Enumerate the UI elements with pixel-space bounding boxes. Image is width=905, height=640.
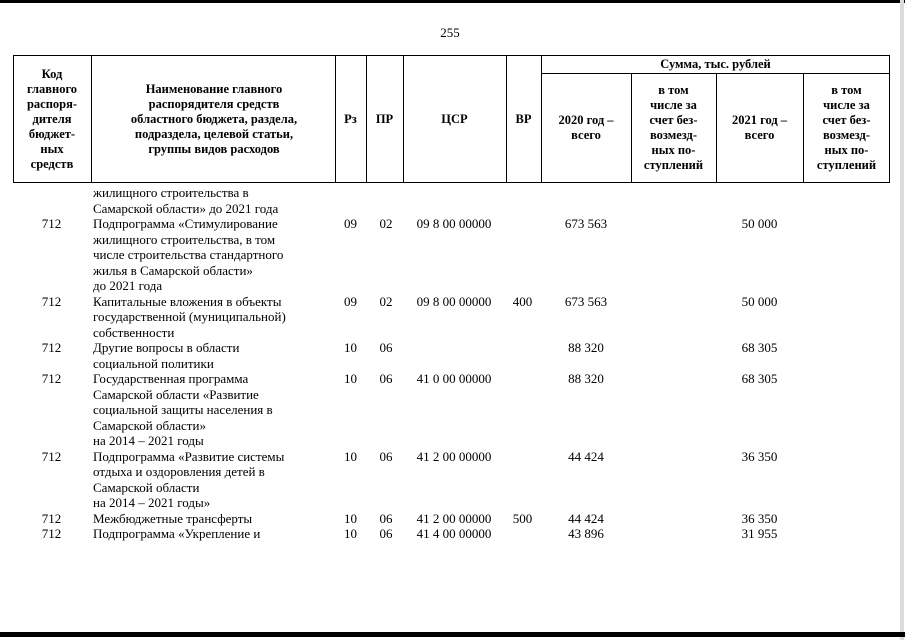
- header-pr: ПР: [375, 111, 394, 126]
- row-code: 712: [41, 216, 62, 231]
- table-row: [13, 294, 890, 341]
- top-border: [0, 0, 905, 3]
- header-sum-2021: 2021 год – всего: [731, 113, 788, 142]
- row-pr: 02: [379, 293, 393, 309]
- header-bezvozm-2020: в том числе за счет без- возмезд- ных по- ступлений: [643, 83, 704, 172]
- header-sum-2020: 2020 год – всего: [558, 113, 614, 142]
- row-csr: 41 4 00 00000: [416, 526, 492, 541]
- table-body: [13, 183, 890, 542]
- row-sum-2021: 68 305: [741, 371, 778, 386]
- row-name: Капитальные вложения в объекты государственной (муниципальной) собственности: [93, 293, 286, 340]
- row-sum-2020: 88 320: [568, 371, 604, 386]
- table-row: [13, 216, 890, 294]
- row-pr: 06: [379, 371, 393, 386]
- table-row: [13, 511, 890, 527]
- header-rz: Рз: [344, 111, 357, 126]
- row-code: 712: [41, 371, 62, 386]
- row-pr: 06: [379, 448, 393, 464]
- row-sum-2021: 50 000: [741, 293, 778, 309]
- page-number: 255: [440, 25, 460, 40]
- header-divider: [91, 55, 92, 183]
- scan-edge: [900, 0, 904, 640]
- row-code: 712: [41, 293, 62, 309]
- row-rz: 10: [344, 526, 357, 541]
- bottom-border: [0, 632, 905, 637]
- row-name: жилищного строительства в Самарской области» до 2021 года: [93, 185, 279, 216]
- row-code: 712: [41, 526, 62, 541]
- row-sum-2020: 673 563: [564, 293, 608, 309]
- row-pr: 06: [379, 340, 393, 355]
- row-pr: 02: [379, 216, 393, 231]
- row-code: 712: [41, 340, 62, 355]
- row-sum-2021: 31 955: [741, 526, 778, 541]
- row-csr: 09 8 00 00000: [416, 293, 492, 309]
- row-name: Другие вопросы в области социальной политики: [93, 340, 240, 371]
- table-row: [13, 185, 890, 216]
- header-name: Наименование главного распорядителя средств областного бюджета, раздела, подраздела, целевой статьи, группы видов расходов: [130, 81, 298, 156]
- header-vr: ВР: [515, 111, 532, 126]
- row-rz: 10: [344, 510, 357, 526]
- row-vr: 400: [512, 293, 533, 309]
- row-csr: 41 0 00 00000: [416, 371, 492, 386]
- table-row: [13, 371, 890, 449]
- table-row: [13, 340, 890, 371]
- row-pr: 06: [379, 526, 393, 541]
- row-rz: 10: [344, 371, 357, 386]
- row-rz: 10: [344, 448, 357, 464]
- row-pr: 06: [379, 510, 393, 526]
- table-header: [13, 55, 890, 183]
- row-sum-2020: 673 563: [564, 216, 608, 231]
- row-vr: 500: [512, 510, 533, 526]
- row-csr: 41 2 00 00000: [416, 448, 492, 464]
- row-csr: 41 2 00 00000: [416, 510, 492, 526]
- row-sum-2020: 43 896: [568, 526, 604, 541]
- header-csr: ЦСР: [441, 111, 468, 126]
- row-rz: 10: [344, 340, 357, 355]
- row-name: Подпрограмма «Укрепление и: [93, 526, 261, 541]
- row-sum-2020: 44 424: [568, 448, 604, 464]
- header-bezvozm-2021: в том числе за счет без- возмезд- ных по- ступлений: [816, 83, 877, 172]
- row-name: Подпрограмма «Стимулирование жилищного строительства, в том числе строительства стандартного жилья в Самарской области» до 2021 года: [93, 216, 284, 293]
- header-code: Код главного распоря- дителя бюджет- ных средств: [26, 66, 78, 171]
- row-sum-2020: 44 424: [568, 510, 604, 526]
- row-sum-2021: 68 305: [741, 340, 778, 355]
- row-csr: 09 8 00 00000: [416, 216, 492, 231]
- row-rz: 09: [344, 216, 357, 231]
- row-name: Подпрограмма «Развитие системы отдыха и оздоровления детей в Самарской области на 2014 – 2021 годы»: [93, 448, 285, 510]
- row-rz: 09: [344, 293, 357, 309]
- table-row: [13, 449, 890, 511]
- row-sum-2020: 88 320: [568, 340, 604, 355]
- row-code: 712: [41, 448, 62, 464]
- row-code: 712: [41, 510, 62, 526]
- row-sum-2021: 50 000: [741, 216, 778, 231]
- row-sum-2021: 36 350: [741, 448, 778, 464]
- row-name: Государственная программа Самарской области «Развитие социальной защиты населения в Самарской области» на 2014 – 2021 годы: [93, 371, 273, 448]
- header-sum-group: Сумма, тыс. рублей: [660, 56, 771, 71]
- row-name: Межбюджетные трансферты: [93, 510, 253, 526]
- table-row: [13, 526, 890, 542]
- row-sum-2021: 36 350: [741, 510, 778, 526]
